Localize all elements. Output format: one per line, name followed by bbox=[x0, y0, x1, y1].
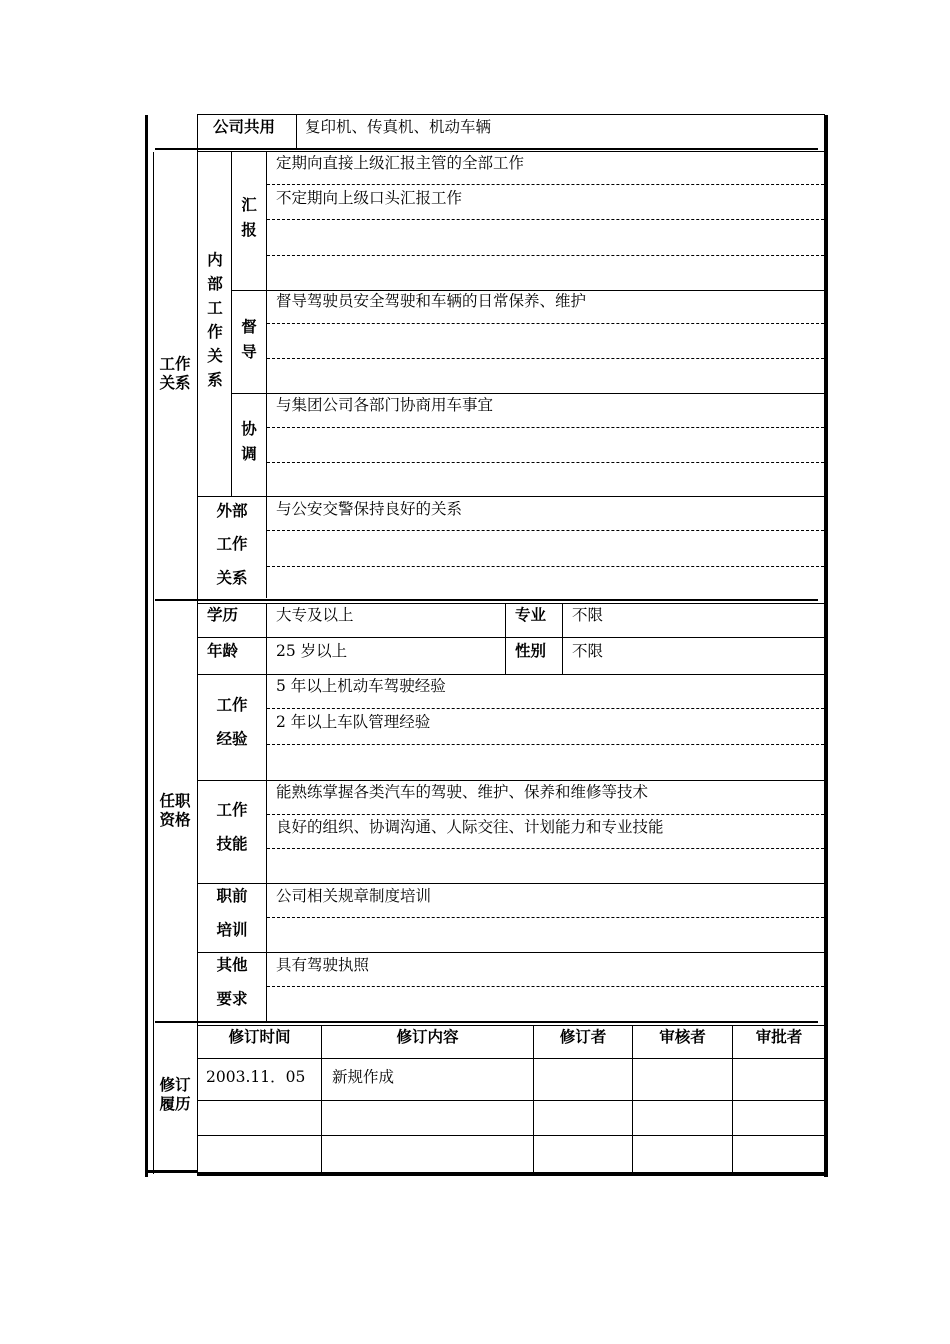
section-divider-3b bbox=[197, 1025, 825, 1026]
section-divider-2b bbox=[197, 603, 825, 604]
coordinate-dash-1 bbox=[267, 427, 824, 428]
major-value: 不限 bbox=[572, 606, 604, 624]
rev-header-time: 修订时间 bbox=[228, 1028, 291, 1046]
rev-header-content: 修订内容 bbox=[396, 1028, 459, 1046]
left-border bbox=[145, 115, 148, 1177]
rev-row-1-time: 2003.11．05 bbox=[206, 1068, 306, 1086]
age-label: 年龄 bbox=[207, 642, 239, 660]
rev-header-bottom bbox=[197, 1058, 825, 1059]
experience-dash-1 bbox=[267, 708, 824, 709]
report-line-2: 不定期向上级口头汇报工作 bbox=[276, 189, 463, 207]
qualifications-label bbox=[154, 792, 196, 830]
shared-value: 复印机、传真机、机动车辆 bbox=[305, 118, 492, 136]
supervise-dash-1 bbox=[267, 323, 824, 324]
report-bottom bbox=[231, 290, 825, 291]
external-label-3: 关系 bbox=[216, 569, 248, 587]
shared-label: 公司共用 bbox=[213, 118, 276, 136]
supervise-line-1: 督导驾驶员安全驾驶和车辆的日常保养、维护 bbox=[276, 292, 587, 310]
work-relations-label-text: 工作关系 bbox=[159, 355, 191, 392]
education-label: 学历 bbox=[207, 606, 239, 624]
revision-label-text: 修订履历 bbox=[159, 1076, 191, 1113]
qual-label-col bbox=[266, 604, 267, 1022]
section-divider-1 bbox=[155, 148, 818, 150]
skills-dash-2 bbox=[267, 848, 824, 849]
supervise-label-text: 督导 bbox=[241, 318, 257, 361]
rev-row-1-bottom bbox=[197, 1100, 825, 1101]
training-dash-1 bbox=[267, 917, 824, 918]
external-dash-1 bbox=[267, 530, 824, 531]
training-line-1: 公司相关规章制度培训 bbox=[276, 887, 432, 905]
training-bottom bbox=[197, 952, 825, 953]
skills-label-2: 技能 bbox=[216, 835, 248, 853]
age-bottom bbox=[197, 674, 825, 675]
education-bottom bbox=[197, 637, 825, 638]
rev-col-3 bbox=[632, 1025, 633, 1172]
report-dash-1 bbox=[267, 184, 824, 185]
internal-bottom bbox=[197, 496, 825, 497]
section-divider-1b bbox=[197, 151, 825, 152]
experience-bottom bbox=[197, 780, 825, 781]
experience-label-2: 经验 bbox=[216, 730, 248, 748]
rev-col-1 bbox=[321, 1025, 322, 1172]
coordinate-label-text: 协调 bbox=[241, 420, 257, 463]
internal-relations-label bbox=[203, 248, 227, 392]
report-dash-3 bbox=[267, 255, 824, 256]
supervise-label bbox=[236, 315, 262, 365]
skills-dash-1 bbox=[267, 814, 824, 815]
other-dash-1 bbox=[267, 986, 824, 987]
other-label-2: 要求 bbox=[216, 990, 248, 1008]
education-value: 大专及以上 bbox=[276, 606, 354, 624]
training-label-2: 培训 bbox=[216, 921, 248, 939]
training-label-1: 职前 bbox=[216, 887, 248, 905]
label-column-divider bbox=[197, 115, 198, 1172]
external-line-1: 与公安交警保持良好的关系 bbox=[276, 500, 463, 518]
right-border bbox=[824, 115, 828, 1177]
supervise-dash-2 bbox=[267, 358, 824, 359]
rev-col-4 bbox=[732, 1025, 733, 1172]
top-border bbox=[197, 114, 825, 115]
experience-dash-2 bbox=[267, 744, 824, 745]
rev-row-2-bottom bbox=[197, 1135, 825, 1136]
coordinate-label bbox=[236, 417, 262, 467]
report-dash-2 bbox=[267, 219, 824, 220]
skills-line-2: 良好的组织、协调沟通、人际交往、计划能力和专业技能 bbox=[276, 818, 664, 836]
section-divider-2 bbox=[155, 599, 818, 601]
skills-label-1: 工作 bbox=[216, 801, 248, 819]
gender-label: 性别 bbox=[515, 642, 547, 660]
revision-label bbox=[154, 1076, 196, 1114]
other-label-1: 其他 bbox=[216, 956, 248, 974]
rev-col-2 bbox=[533, 1025, 534, 1172]
major-divider-left bbox=[505, 604, 506, 674]
external-dash-2 bbox=[267, 566, 824, 567]
bottom-border bbox=[197, 1172, 828, 1176]
gender-value: 不限 bbox=[572, 642, 604, 660]
experience-label-1: 工作 bbox=[216, 696, 248, 714]
age-value: 25 岁以上 bbox=[276, 642, 348, 660]
shared-divider bbox=[296, 115, 297, 148]
major-label: 专业 bbox=[515, 606, 547, 624]
rev-header-approver: 审批者 bbox=[755, 1028, 803, 1046]
other-line-1: 具有驾驶执照 bbox=[276, 956, 370, 974]
rev-header-reviewer: 审核者 bbox=[659, 1028, 706, 1046]
supervise-bottom bbox=[231, 393, 825, 394]
internal-col-right bbox=[231, 152, 232, 497]
skills-bottom bbox=[197, 883, 825, 884]
report-label bbox=[236, 193, 262, 243]
report-line-1: 定期向直接上级汇报主管的全部工作 bbox=[276, 154, 525, 172]
internal-relations-label-text: 内部工作关系 bbox=[207, 251, 223, 389]
bottom-border-left bbox=[145, 1170, 197, 1173]
coordinate-line-1: 与集团公司各部门协商用车事宜 bbox=[276, 396, 494, 414]
experience-line-1: 5 年以上机动车驾驶经验 bbox=[276, 677, 446, 695]
experience-line-2: 2 年以上车队管理经验 bbox=[276, 713, 431, 731]
section-divider-3 bbox=[155, 1021, 818, 1023]
coordinate-dash-2 bbox=[267, 462, 824, 463]
external-label-1: 外部 bbox=[216, 502, 248, 520]
external-label-2: 工作 bbox=[216, 535, 248, 553]
major-divider-right bbox=[562, 604, 563, 674]
report-label-text: 汇报 bbox=[241, 196, 257, 239]
qualifications-label-text: 任职资格 bbox=[159, 792, 191, 829]
work-relations-label bbox=[154, 355, 196, 393]
rev-header-reviser: 修订者 bbox=[559, 1028, 607, 1046]
left-inner-border bbox=[153, 152, 154, 1174]
rev-row-1-content: 新规作成 bbox=[332, 1068, 395, 1086]
skills-line-1: 能熟练掌握各类汽车的驾驶、维护、保养和维修等技术 bbox=[276, 783, 649, 801]
